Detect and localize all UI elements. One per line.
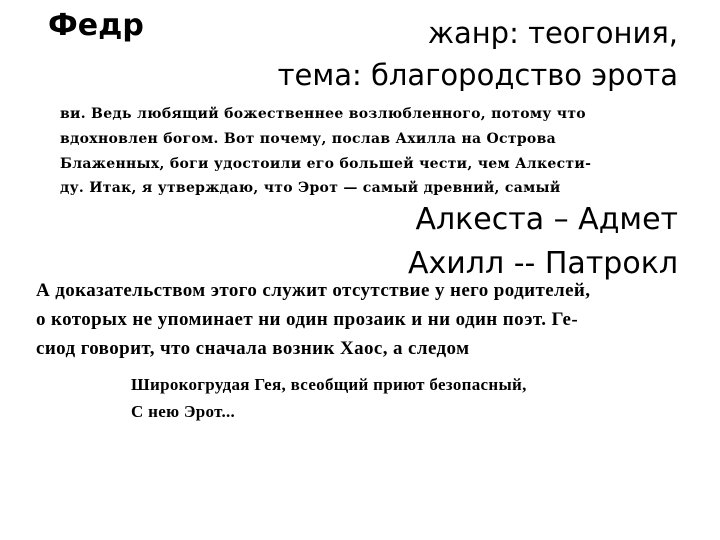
quote-line: ви. Ведь любящий божественнее возлюбленного, потому что xyxy=(60,106,586,122)
quote-line: сиод говорит, что сначала возник Хаос, а следом xyxy=(36,338,470,359)
quote-line: о которых не упоминает ни один прозаик и ни один поэт. Ге- xyxy=(36,309,579,330)
pair-achilles-patroclus: Ахилл -- Патрокл xyxy=(408,246,678,281)
verse-line: Широкогрудая Гея, всеобщий приют безопасный, xyxy=(131,375,527,394)
slide-title: Федр xyxy=(48,8,144,43)
theme-label: тема: благородство эрота xyxy=(277,58,678,92)
genre-label: жанр: теогония, xyxy=(427,16,678,50)
quote-line: А доказательством этого служит отсутствие у него родителей, xyxy=(36,280,591,301)
quote-line: вдохновлен богом. Вот почему, послав Ахилла на Острова xyxy=(60,131,556,147)
verse-line: С нею Эрот... xyxy=(131,402,236,421)
pair-alcestis-admetus: Алкеста – Адмет xyxy=(415,202,678,237)
quote-line: Блаженных, боги удостоили его большей чести, чем Алкести- xyxy=(60,156,592,172)
quote-line: ду. Итак, я утверждаю, что Эрот — самый древний, самый xyxy=(60,180,561,196)
